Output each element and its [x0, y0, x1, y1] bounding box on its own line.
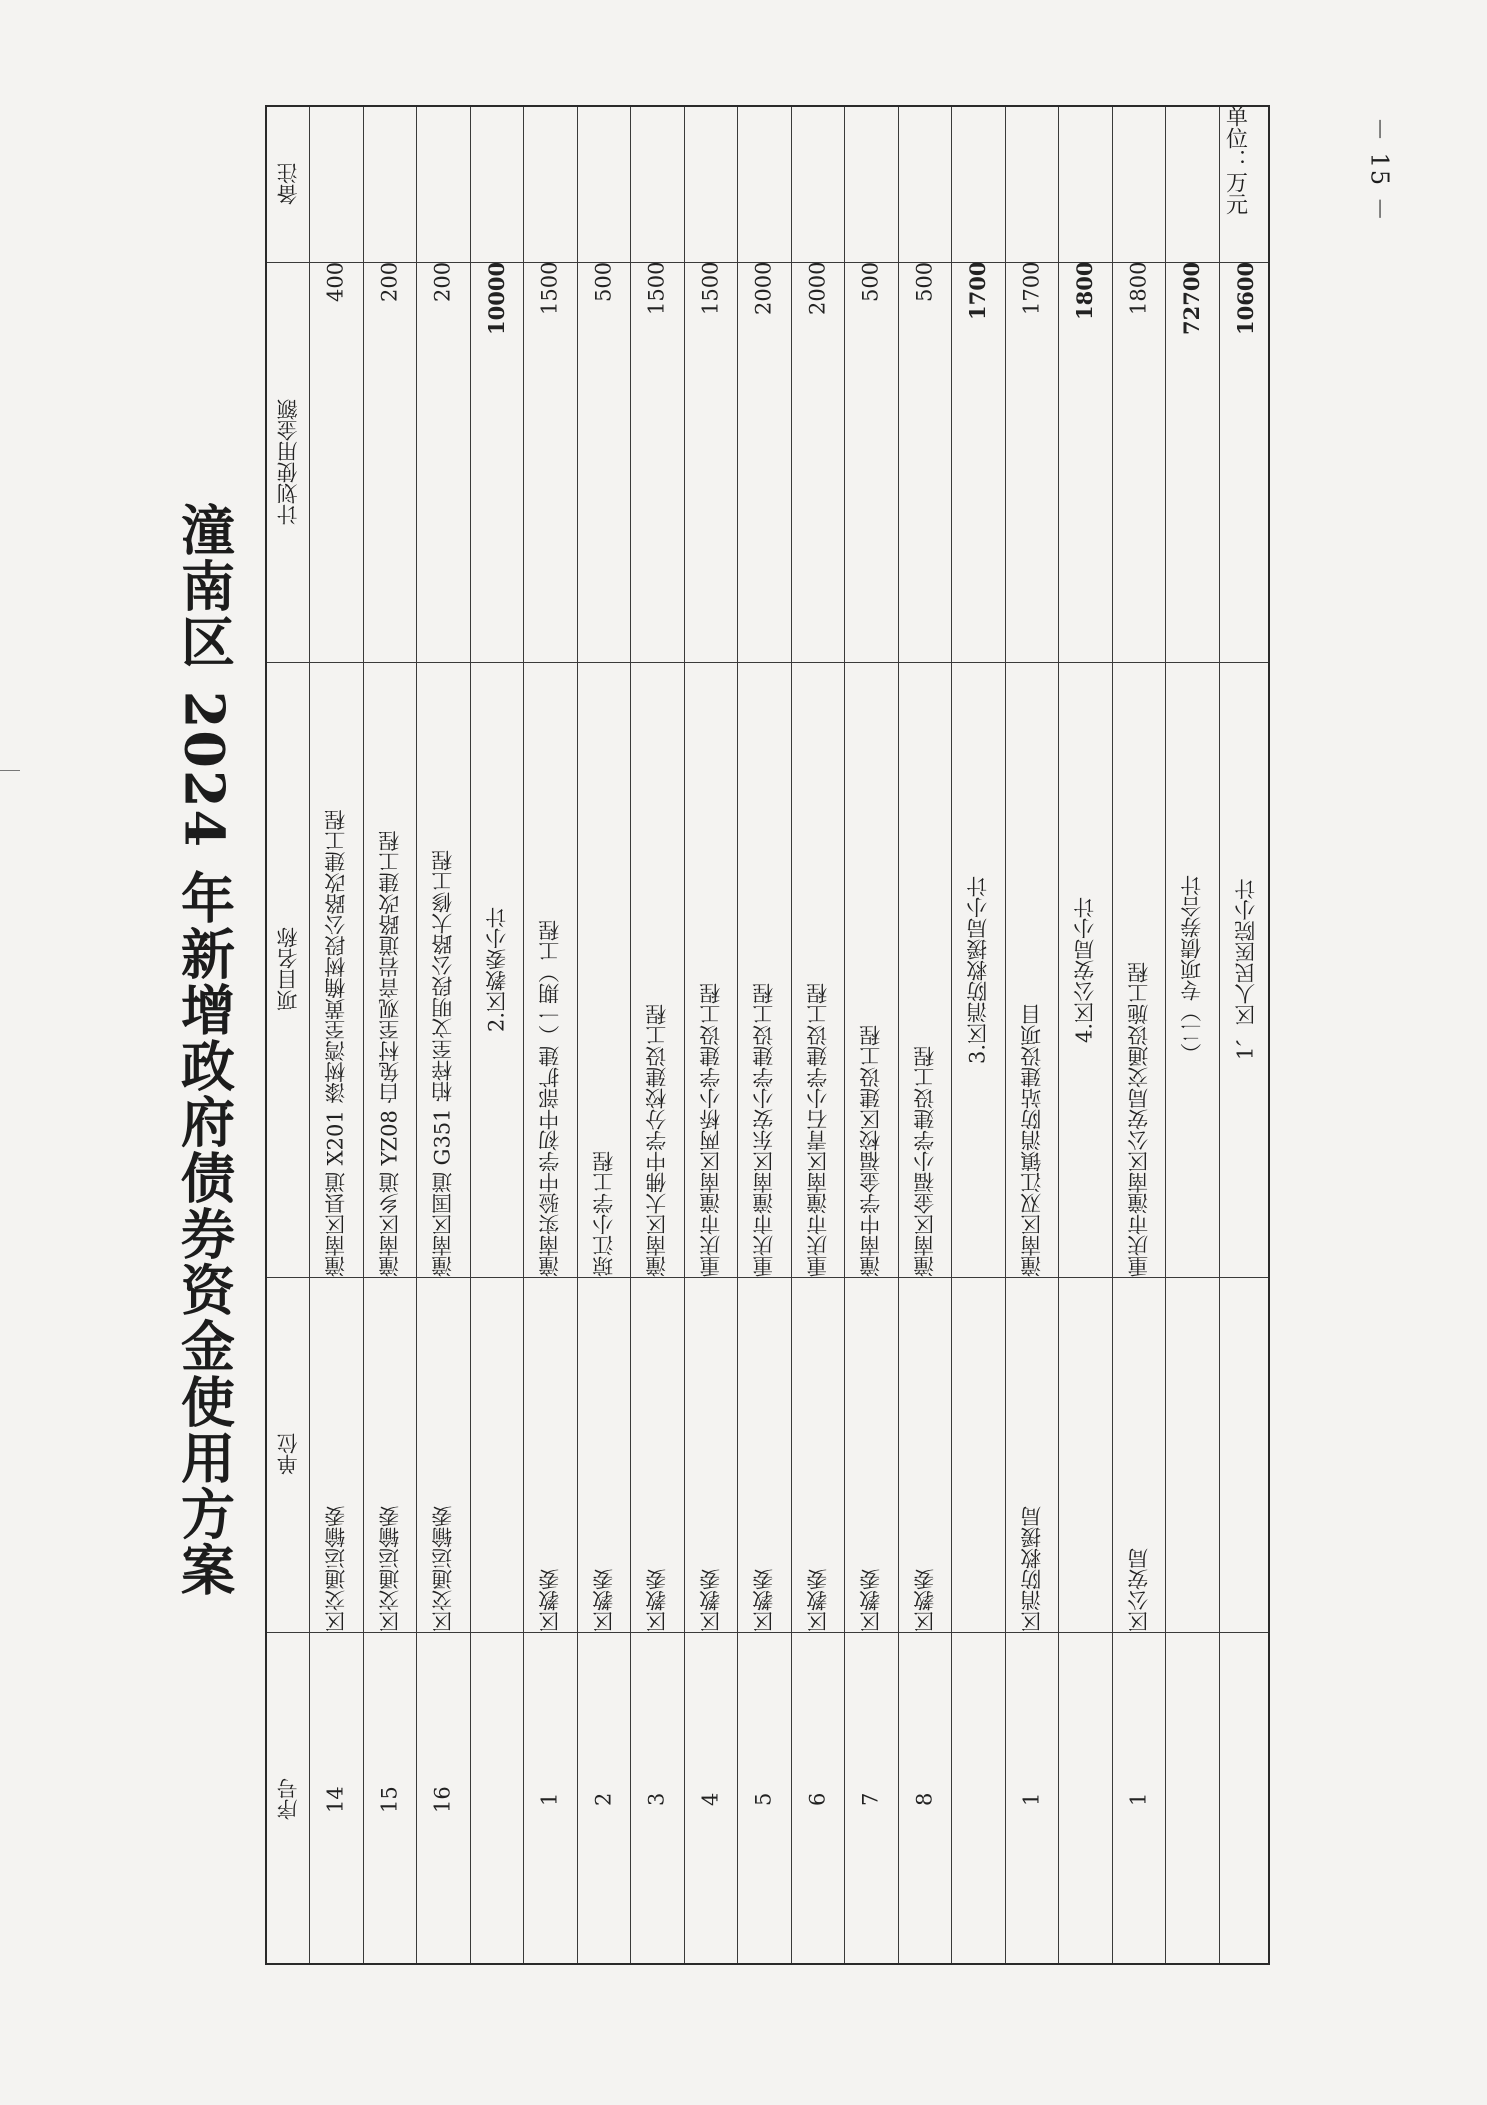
subtotal-amount: 10600 [1232, 262, 1258, 336]
row-seq: 15 [377, 1786, 402, 1813]
row-project: 潼南区国道 G351 柏梓至文明段公路大修工程 [430, 849, 455, 1277]
row-project: 潼南区县道 X201 漆树湾至黄桷树段公路改建工程 [323, 809, 348, 1277]
row-note [630, 107, 683, 262]
row-unit: 区教委 [591, 1569, 616, 1632]
row-seq [1165, 1632, 1218, 1967]
row-unit: 区教委 [805, 1569, 830, 1632]
row-project: 潼南区双江镇消防站建设项目 [1019, 1004, 1044, 1277]
subtotal-label: 4.区公安局小计 [1072, 896, 1097, 1043]
row-note [577, 107, 630, 262]
row-seq [951, 1632, 1004, 1967]
row-unit: 区教委 [912, 1569, 937, 1632]
row-seq [1219, 1632, 1272, 1967]
row-project: 琼江小学工程 [591, 1151, 616, 1277]
row-seq: 1 [1019, 1792, 1044, 1807]
row-amount: 2000 [805, 262, 830, 316]
row-note [1058, 107, 1111, 262]
row-seq: 1 [537, 1792, 562, 1807]
row-unit [470, 1291, 523, 1632]
row-amount: 1500 [698, 262, 723, 316]
row-project: 重庆市潼南区青石小学建设工程 [805, 983, 830, 1277]
row-seq: 2 [591, 1792, 616, 1807]
row-amount: 1800 [1126, 262, 1151, 316]
row-project: 潼南实验中学初中部扩建（一期）工程 [537, 920, 562, 1277]
row-unit: 区交通运输委 [323, 1506, 348, 1632]
header-project: 项目名称 [276, 927, 301, 1012]
row-seq [470, 1632, 523, 1967]
subtotal-amount: 1700 [965, 262, 991, 321]
row-project: 重庆市潼南区东安小学建设工程 [751, 983, 776, 1277]
row-unit: 区教委 [537, 1569, 562, 1632]
row-note [1005, 107, 1058, 262]
row-seq: 1 [1126, 1792, 1151, 1807]
row-note [1165, 107, 1218, 262]
document-title: 潼南区 2024 年新增政府债券资金使用方案 [172, 502, 237, 1598]
row-amount: 500 [591, 262, 616, 303]
row-amount: 500 [912, 262, 937, 303]
row-note [470, 107, 523, 262]
row-unit: 区教委 [751, 1569, 776, 1632]
row-seq: 5 [751, 1792, 776, 1807]
row-amount: 500 [858, 262, 883, 303]
row-amount: 400 [323, 262, 348, 303]
row-unit: 区教委 [858, 1569, 883, 1632]
row-project: 潼南区金福小学建设工程 [912, 1046, 937, 1277]
row-note [898, 107, 951, 262]
row-project: 重庆市潼南区公安局交通设施工程 [1126, 962, 1151, 1277]
row-seq: 14 [323, 1786, 348, 1813]
row-project: 潼南中学金福校区建设工程 [858, 1025, 883, 1277]
row-amount: 200 [377, 262, 402, 303]
margin-mark [0, 770, 20, 771]
subtotal-amount: 10000 [483, 262, 509, 336]
subtotal-amount: 72700 [1179, 262, 1205, 336]
row-note [523, 107, 576, 262]
row-amount: 200 [430, 262, 455, 303]
column-divider [267, 662, 1268, 663]
row-seq: 7 [858, 1792, 883, 1807]
row-note [363, 107, 416, 262]
subtotal-label: （二）专项债券合计 [1179, 875, 1204, 1064]
row-project: 重庆市潼南区两桥小学建设工程 [698, 983, 723, 1277]
row-note [309, 107, 362, 262]
row-note [737, 107, 790, 262]
header-seq: 序号 [276, 1778, 301, 1821]
row-note [1219, 107, 1272, 262]
funding-table [265, 105, 1270, 1965]
row-amount: 1500 [644, 262, 669, 316]
row-unit [951, 1291, 1004, 1632]
subtotal-label: 2.区教委小计 [484, 906, 509, 1033]
subtotal-label: 1、区人民医院小计 [1233, 878, 1258, 1061]
row-unit: 区交通运输委 [430, 1506, 455, 1632]
column-divider [267, 1277, 1268, 1278]
row-unit [1058, 1291, 1111, 1632]
row-seq: 8 [912, 1792, 937, 1807]
row-seq [1058, 1632, 1111, 1967]
row-unit [1219, 1291, 1272, 1632]
row-note [684, 107, 737, 262]
row-amount: 1500 [537, 262, 562, 316]
row-unit: 区教委 [698, 1569, 723, 1632]
row-project: 潼南区大佛中学分校建设工程 [644, 1004, 669, 1277]
unit-label: 单位：万元 [1222, 105, 1248, 215]
row-unit: 区消防救援局 [1019, 1506, 1044, 1632]
header-unit: 单位 [276, 1433, 301, 1476]
row-seq: 4 [698, 1792, 723, 1807]
row-seq: 6 [805, 1792, 830, 1807]
row-seq: 3 [644, 1792, 669, 1807]
row-unit: 区公安局 [1126, 1548, 1151, 1632]
row-note [844, 107, 897, 262]
page-number: － 15 － [1365, 117, 1394, 223]
row-unit: 区交通运输委 [377, 1506, 402, 1632]
row-note [951, 107, 1004, 262]
row-amount: 2000 [751, 262, 776, 316]
row-note [416, 107, 469, 262]
row-note [791, 107, 844, 262]
header-note: 备注 [276, 163, 301, 206]
row-unit: 区教委 [644, 1569, 669, 1632]
row-project: 潼南区乡道 YZ08 白兔村至观音岩道路改建工程 [377, 830, 402, 1277]
row-note [1112, 107, 1165, 262]
header-amount: 计划使用金额 [276, 399, 301, 525]
row-amount: 1700 [1019, 262, 1044, 316]
subtotal-amount: 1800 [1072, 262, 1098, 321]
subtotal-label: 3.区消防救援局小计 [965, 875, 990, 1064]
row-seq: 16 [430, 1786, 455, 1813]
row-unit [1165, 1291, 1218, 1632]
